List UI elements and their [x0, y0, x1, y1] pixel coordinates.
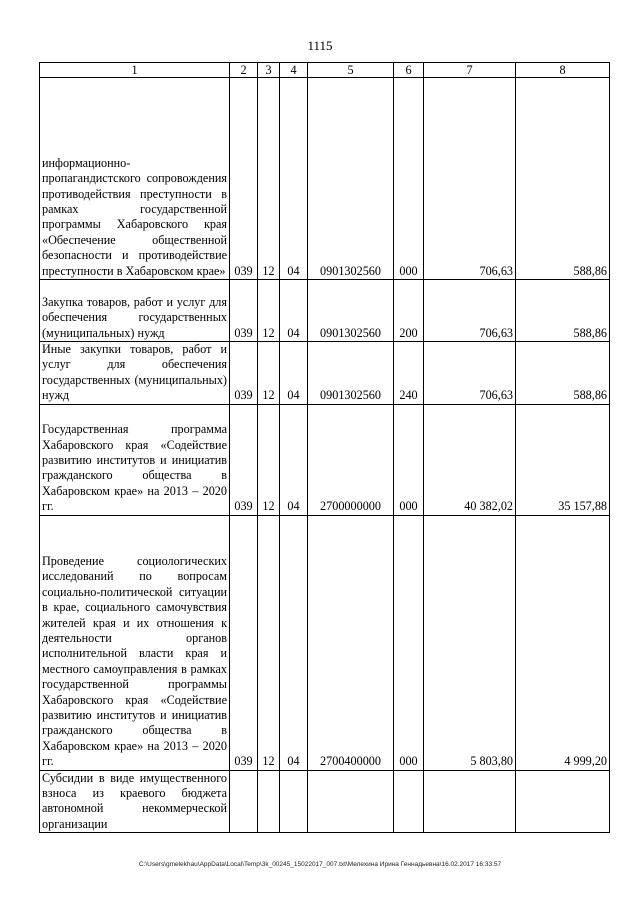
header-col-1: 1	[40, 63, 230, 78]
row-section: 12	[258, 515, 280, 770]
row-section: 12	[258, 280, 280, 342]
table-row	[40, 78, 610, 280]
row-description: информационно-пропагандистского сопровождения противодействия преступности в рамках государственной программы Хабаровского края «Обеспечение общественной безопасности и противодействие преступности в Хабаровском крае»	[40, 78, 230, 280]
row-expense-type: 240	[394, 342, 424, 405]
row-amount-planned	[424, 770, 516, 833]
row-amount-planned: 706,63	[424, 342, 516, 405]
table-row	[40, 515, 610, 770]
row-admin-code: 039	[230, 78, 258, 280]
row-subsection: 04	[280, 78, 308, 280]
row-target-article: 0901302560	[308, 342, 394, 405]
row-section: 12	[258, 404, 280, 515]
row-expense-type: 200	[394, 280, 424, 342]
row-amount-planned: 40 382,02	[424, 404, 516, 515]
header-col-8: 8	[516, 63, 610, 78]
row-description: Закупка товаров, работ и услуг для обеспечения государственных (муниципальных) нужд	[40, 280, 230, 342]
row-amount-executed: 588,86	[516, 342, 610, 405]
header-col-5: 5	[308, 63, 394, 78]
header-col-2: 2	[230, 63, 258, 78]
row-admin-code: 039	[230, 515, 258, 770]
row-amount-executed: 35 157,88	[516, 404, 610, 515]
header-row	[40, 63, 610, 78]
table-row	[40, 404, 610, 515]
row-subsection: 04	[280, 280, 308, 342]
row-target-article: 2700000000	[308, 404, 394, 515]
row-admin-code: 039	[230, 280, 258, 342]
row-description: Государственная программа Хабаровского края «Содействие развитию институтов и инициатив гражданского общества в Хабаровском крае» на 2013 – 2020 гг.	[40, 404, 230, 515]
row-subsection	[280, 770, 308, 833]
row-amount-planned: 5 803,80	[424, 515, 516, 770]
row-description: Проведение социологических исследований по вопросам социально-политической ситуации в крае, социального самочувствия жителей края и их отношения к деятельности органов исполнительной власти края и местного самоуправления в рамках государственной программы Хабаровского края «Содействие развитию институтов и инициатив гражданского общества в Хабаровском крае» на 2013 – 2020 гг.	[40, 515, 230, 770]
row-subsection: 04	[280, 515, 308, 770]
budget-table	[39, 62, 610, 833]
row-admin-code: 039	[230, 342, 258, 405]
header-col-4: 4	[280, 63, 308, 78]
row-description: Субсидии в виде имущественного взноса из краевого бюджета автономной некоммерческой организации	[40, 770, 230, 833]
document-footer-path: C:\Users\gmelekhau\AppData\Local\Temp\3k_00245_15022017_007.txt\Мелехина Ирина Геннадьевна\16.02.2017 16:33:57	[138, 861, 502, 868]
row-amount-executed: 588,86	[516, 78, 610, 280]
row-target-article: 0901302560	[308, 78, 394, 280]
row-section	[258, 770, 280, 833]
row-target-article: 0901302560	[308, 280, 394, 342]
row-section: 12	[258, 342, 280, 405]
row-expense-type: 000	[394, 404, 424, 515]
row-amount-executed: 588,86	[516, 280, 610, 342]
header-col-3: 3	[258, 63, 280, 78]
row-amount-planned: 706,63	[424, 78, 516, 280]
row-target-article	[308, 770, 394, 833]
row-admin-code: 039	[230, 404, 258, 515]
table-row	[40, 770, 610, 833]
header-col-7: 7	[424, 63, 516, 78]
row-target-article: 2700400000	[308, 515, 394, 770]
table-row	[40, 342, 610, 405]
row-section: 12	[258, 78, 280, 280]
row-expense-type: 000	[394, 78, 424, 280]
row-amount-executed	[516, 770, 610, 833]
row-expense-type	[394, 770, 424, 833]
row-subsection: 04	[280, 342, 308, 405]
row-admin-code	[230, 770, 258, 833]
row-subsection: 04	[280, 404, 308, 515]
row-expense-type: 000	[394, 515, 424, 770]
header-col-6: 6	[394, 63, 424, 78]
row-amount-executed: 4 999,20	[516, 515, 610, 770]
row-amount-planned: 706,63	[424, 280, 516, 342]
table-row	[40, 280, 610, 342]
row-description: Иные закупки товаров, работ и услуг для обеспечения государственных (муниципальных) нужд	[40, 342, 230, 405]
page-number: 1115	[307, 38, 333, 53]
